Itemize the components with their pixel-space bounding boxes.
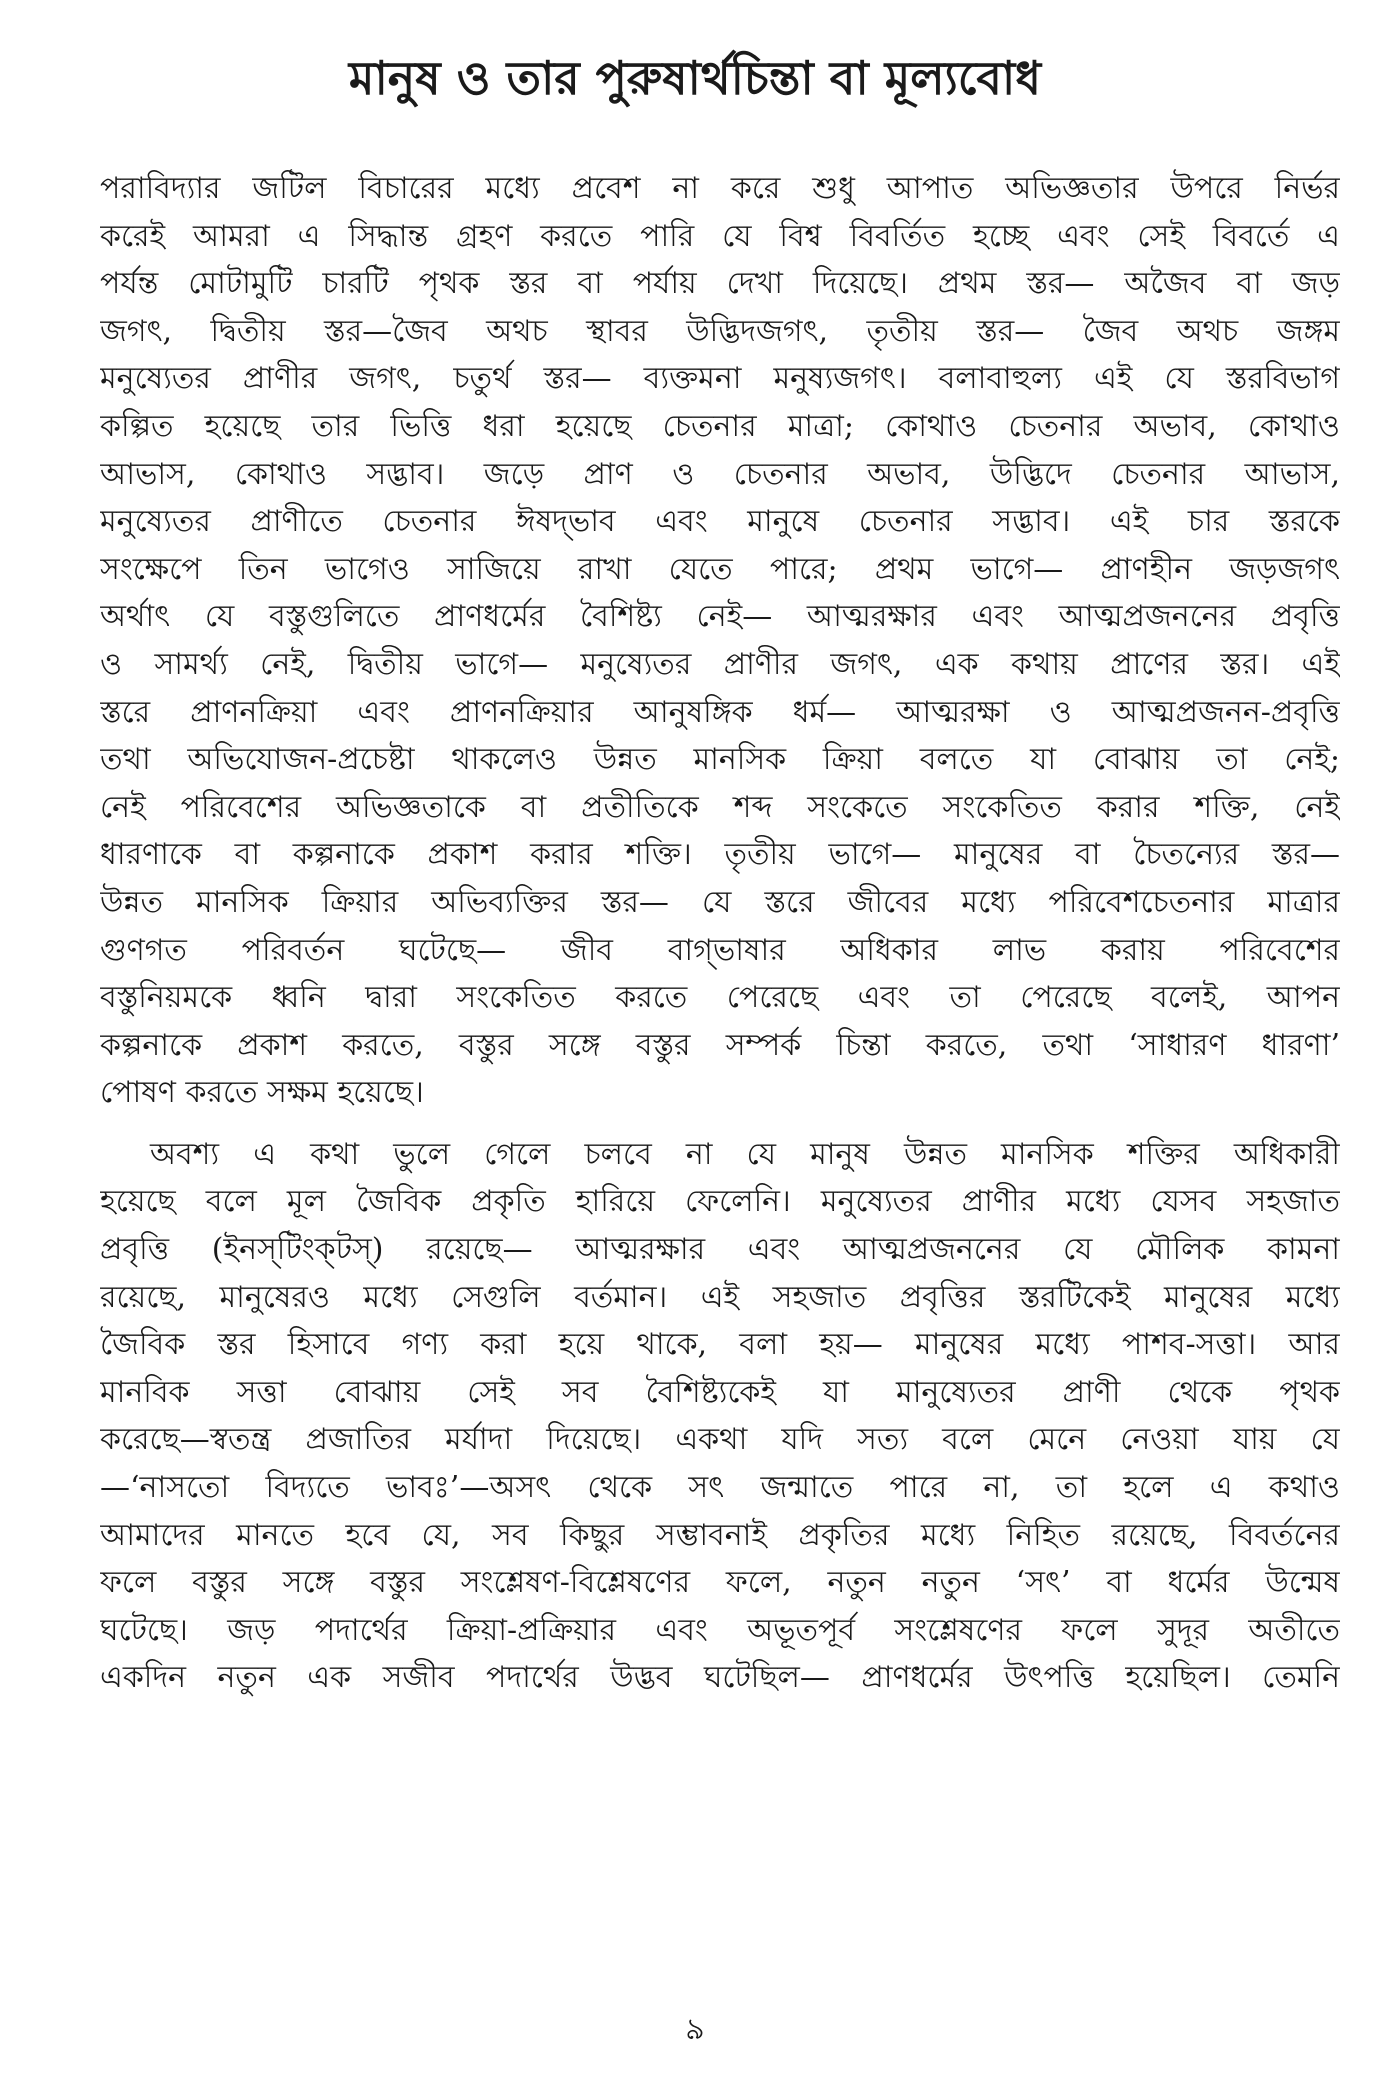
text-line: প্রবৃত্তি (ইনস্‌টিংক্‌টস্‌) রয়েছে— আত্মরক্ষার এবং আত্মপ্রজননের যে মৌলিক কামনা bbox=[100, 1232, 1340, 1268]
text-line: আমাদের মানতে হবে যে, সব কিছুর সম্ভাবনাই প্রকৃতির মধ্যে নিহিত রয়েছে, বিবর্তনের bbox=[100, 1517, 1340, 1553]
text-line: —‘নাসতো বিদ্যতে ভাবঃ’—অসৎ থেকে সৎ জন্মাতে পারে না, তা হলে এ কথাও bbox=[100, 1470, 1340, 1506]
text-line: অবশ্য এ কথা ভুলে গেলে চলবে না যে মানুষ উন্নত মানসিক শক্তির অধিকারী bbox=[150, 1136, 1340, 1172]
text-line: গুণগত পরিবর্তন ঘটেছে— জীব বাগ্‌ভাষার অধিকার লাভ করায় পরিবেশের bbox=[100, 932, 1340, 968]
text-line: সংক্ষেপে তিন ভাগেও সাজিয়ে রাখা যেতে পারে; প্রথম ভাগে— প্রাণহীন জড়জগৎ bbox=[100, 551, 1340, 587]
paragraph bbox=[100, 165, 1340, 1117]
text-line: রয়েছে, মানুষেরও মধ্যে সেগুলি বর্তমান। এই সহজাত প্রবৃত্তির স্তরটিকেই মানুষের মধ্যে bbox=[100, 1279, 1340, 1315]
text-line: উন্নত মানসিক ক্রিয়ার অভিব্যক্তির স্তর— যে স্তরে জীবের মধ্যে পরিবেশচেতনার মাত্রার bbox=[100, 884, 1340, 920]
chapter-title: মানুষ ও তার পুরুষার্থচিন্তা বা মূল্যবোধ bbox=[348, 51, 1042, 105]
text-line: জৈবিক স্তর হিসাবে গণ্য করা হয়ে থাকে, বলা হয়— মানুষের মধ্যে পাশব-সত্তা। আর bbox=[100, 1327, 1340, 1363]
text-line: ও সামর্থ্য নেই, দ্বিতীয় ভাগে— মনুষ্যেতর প্রাণীর জগৎ, এক কথায় প্রাণের স্তর। এই bbox=[100, 646, 1340, 682]
page-number: ৯ bbox=[685, 2012, 705, 2047]
body-text bbox=[100, 165, 1340, 1702]
text-line: ঘটেছে। জড় পদার্থের ক্রিয়া-প্রক্রিয়ার এবং অভূতপূর্ব সংশ্লেষণের ফলে সুদূর অতীতে bbox=[100, 1612, 1340, 1648]
text-line: ধারণাকে বা কল্পনাকে প্রকাশ করার শক্তি। তৃতীয় ভাগে— মানুষের বা চৈতন্যের স্তর— bbox=[100, 837, 1340, 873]
text-line: করেই আমরা এ সিদ্ধান্ত গ্রহণ করতে পারি যে বিশ্ব বিবর্তিত হচ্ছে এবং সেই বিবর্তে এ bbox=[100, 218, 1340, 254]
text-line: পরাবিদ্যার জটিল বিচারের মধ্যে প্রবেশ না করে শুধু আপাত অভিজ্ঞতার উপরে নির্ভর bbox=[100, 171, 1340, 206]
text-line: জগৎ, দ্বিতীয় স্তর—জৈব অথচ স্থাবর উদ্ভিদজগৎ, তৃতীয় স্তর— জৈব অথচ জঙ্গম bbox=[100, 313, 1340, 349]
text-line: আভাস, কোথাও সদ্ভাব। জড়ে প্রাণ ও চেতনার অভাব, উদ্ভিদে চেতনার আভাস, bbox=[100, 456, 1340, 492]
text-line: একদিন নতুন এক সজীব পদার্থের উদ্ভব ঘটেছিল— প্রাণধর্মের উৎপত্তি হয়েছিল। তেমনি bbox=[100, 1660, 1340, 1696]
text-line: বস্তুনিয়মকে ধ্বনি দ্বারা সংকেতিত করতে পেরেছে এবং তা পেরেছে বলেই, আপন bbox=[100, 980, 1340, 1016]
text-line: করেছে—স্বতন্ত্র প্রজাতির মর্যাদা দিয়েছে। একথা যদি সত্য বলে মেনে নেওয়া যায় যে bbox=[100, 1422, 1340, 1458]
paragraph-gap bbox=[100, 1117, 1340, 1131]
text-line: মনুষ্যেতর প্রাণীর জগৎ, চতুর্থ স্তর— ব্যক্তমনা মনুষ্যজগৎ। বলাবাহুল্য এই যে স্তরবিভাগ bbox=[100, 361, 1340, 397]
text-line: হয়েছে বলে মূল জৈবিক প্রকৃতি হারিয়ে ফেলেনি। মনুষ্যেতর প্রাণীর মধ্যে যেসব সহজাত bbox=[100, 1184, 1340, 1220]
text-line: কল্পিত হয়েছে তার ভিত্তি ধরা হয়েছে চেতনার মাত্রা; কোথাও চেতনার অভাব, কোথাও bbox=[100, 408, 1340, 444]
text-line: পর্যন্ত মোটামুটি চারটি পৃথক স্তর বা পর্যায় দেখা দিয়েছে। প্রথম স্তর— অজৈব বা জড় bbox=[100, 266, 1340, 302]
text-line: স্তরে প্রাণনক্রিয়া এবং প্রাণনক্রিয়ার আনুষঙ্গিক ধর্ম— আত্মরক্ষা ও আত্মপ্রজনন-প্রবৃত্তি bbox=[100, 694, 1340, 730]
text-line: ফলে বস্তুর সঙ্গে বস্তুর সংশ্লেষণ-বিশ্লেষণের ফলে, নতুন নতুন ‘সৎ’ বা ধর্মের উন্মেষ bbox=[100, 1565, 1340, 1601]
text-line: পোষণ করতে সক্ষম হয়েছে। bbox=[100, 1075, 424, 1111]
text-line: মনুষ্যেতর প্রাণীতে চেতনার ঈষদ্‌ভাব এবং মানুষে চেতনার সদ্ভাব। এই চার স্তরকে bbox=[100, 504, 1340, 540]
text-line: অর্থাৎ যে বস্তুগুলিতে প্রাণধর্মের বৈশিষ্ট্য নেই— আত্মরক্ষার এবং আত্মপ্রজননের প্রবৃত্তি bbox=[100, 599, 1340, 635]
text-line: তথা অভিযোজন-প্রচেষ্টা থাকলেও উন্নত মানসিক ক্রিয়া বলতে যা বোঝায় তা নেই; bbox=[100, 742, 1340, 778]
text-line: মানবিক সত্তা বোঝায় সেই সব বৈশিষ্ট্যকেই যা মানুষ্যেতর প্রাণী থেকে পৃথক bbox=[100, 1374, 1340, 1410]
text-line: নেই পরিবেশের অভিজ্ঞতাকে বা প্রতীতিকে শব্দ সংকেতে সংকেতিত করার শক্তি, নেই bbox=[100, 789, 1340, 825]
text-line: কল্পনাকে প্রকাশ করতে, বস্তুর সঙ্গে বস্তুর সম্পর্ক চিন্তা করতে, তথা ‘সাধারণ ধারণা’ bbox=[100, 1027, 1340, 1063]
paragraph bbox=[100, 1131, 1340, 1702]
